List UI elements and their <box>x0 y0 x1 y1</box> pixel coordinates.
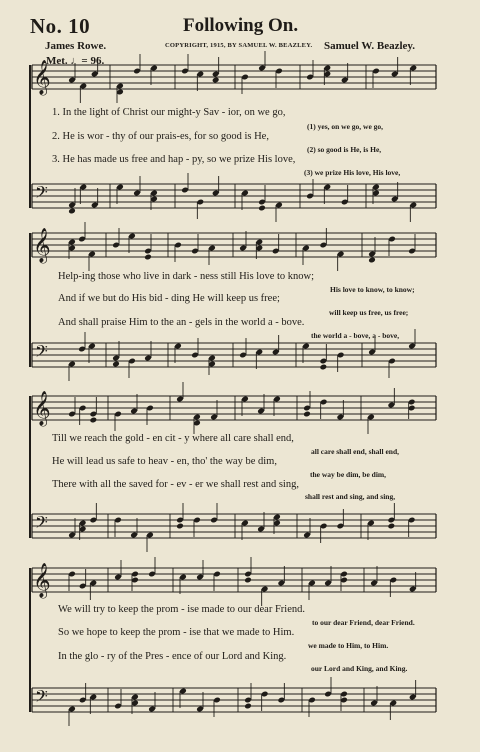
verse-line: 1. In the light of Christ our might-y Sav - ior, on we go, <box>52 107 286 118</box>
copyright-notice: COPYRIGHT, 1915, BY SAMUEL W. BEAZLEY. <box>165 42 313 49</box>
verse-line: He will lead us safe to heav - en, tho' the way be dim, <box>52 456 277 467</box>
echo-line: the world a - bove, a - bove, <box>311 331 400 340</box>
hymn-title: Following On. <box>183 15 299 36</box>
echo-line: our Lord and King, and King. <box>311 664 408 673</box>
note-head <box>144 254 152 261</box>
verse-line: 3. He has made us free and hap - py, so we prize His love, <box>52 154 296 165</box>
echo-line: the way be dim, be dim, <box>310 470 387 479</box>
note-head <box>68 208 76 215</box>
echo-line: to our dear Friend, dear Friend. <box>312 618 415 627</box>
lyricist: James Rowe. <box>45 40 107 52</box>
verse-line: In the glo - ry of the Pres - ence of our Lord and King. <box>58 651 287 662</box>
echo-line: (2) so good is He, is He, <box>307 145 382 154</box>
verse-line: So we hope to keep the prom - ise that we made to Him. <box>58 627 295 638</box>
note-head <box>212 77 220 84</box>
echo-line: His love to know, to know; <box>330 285 415 294</box>
note-head <box>244 577 252 584</box>
echo-line: (1) yes, on we go, we go, <box>307 122 384 131</box>
verse-line: And shall praise Him to the an - gels in the world a - bove. <box>58 317 305 328</box>
note-head <box>244 703 252 710</box>
verse-line: Help-ing those who live in dark - ness still His love to know; <box>58 271 315 282</box>
treble-clef-icon: 𝄞 <box>33 228 51 263</box>
verse-line: We will try to keep the prom - ise made to our dear Friend. <box>58 604 306 615</box>
note-head <box>368 257 376 264</box>
echo-line: shall rest and sing, and sing, <box>305 492 396 501</box>
note-head <box>258 205 266 212</box>
composer: Samuel W. Beazley. <box>324 40 416 52</box>
hymn-number: No. 10 <box>30 14 91 38</box>
treble-clef-icon: 𝄞 <box>33 391 51 426</box>
bass-clef-icon: 𝄢 <box>35 341 48 365</box>
note-head <box>90 417 98 424</box>
note-head <box>303 411 311 418</box>
verse-line: 2. He is wor - thy of our prais-es, for so good is He, <box>52 131 269 142</box>
verse-line: Till we reach the gold - en cit - y where all care shall end, <box>52 433 294 444</box>
verse-line: And if we but do His bid - ding He will keep us free; <box>58 293 280 304</box>
note-head <box>176 523 184 530</box>
treble-clef-icon: 𝄞 <box>33 60 51 95</box>
note-head <box>388 523 396 530</box>
note-head <box>112 361 120 368</box>
bass-clef-icon: 𝄢 <box>35 182 48 206</box>
bass-clef-icon: 𝄢 <box>35 512 48 536</box>
note-head <box>320 364 328 371</box>
echo-line: all care shall end, shall end, <box>311 447 400 456</box>
echo-line: will keep us free, us free; <box>329 308 409 317</box>
bass-clef-icon: 𝄢 <box>35 686 48 710</box>
echo-line: we made to Him, to Him. <box>308 641 389 650</box>
verse-line: There with all the saved for - ev - er we shall rest and sing, <box>52 479 299 490</box>
tempo-marking: Met. ♩= 96. <box>46 55 105 67</box>
echo-line: (3) we prize His love, His love, <box>304 168 401 177</box>
treble-clef-icon: 𝄞 <box>33 563 51 598</box>
